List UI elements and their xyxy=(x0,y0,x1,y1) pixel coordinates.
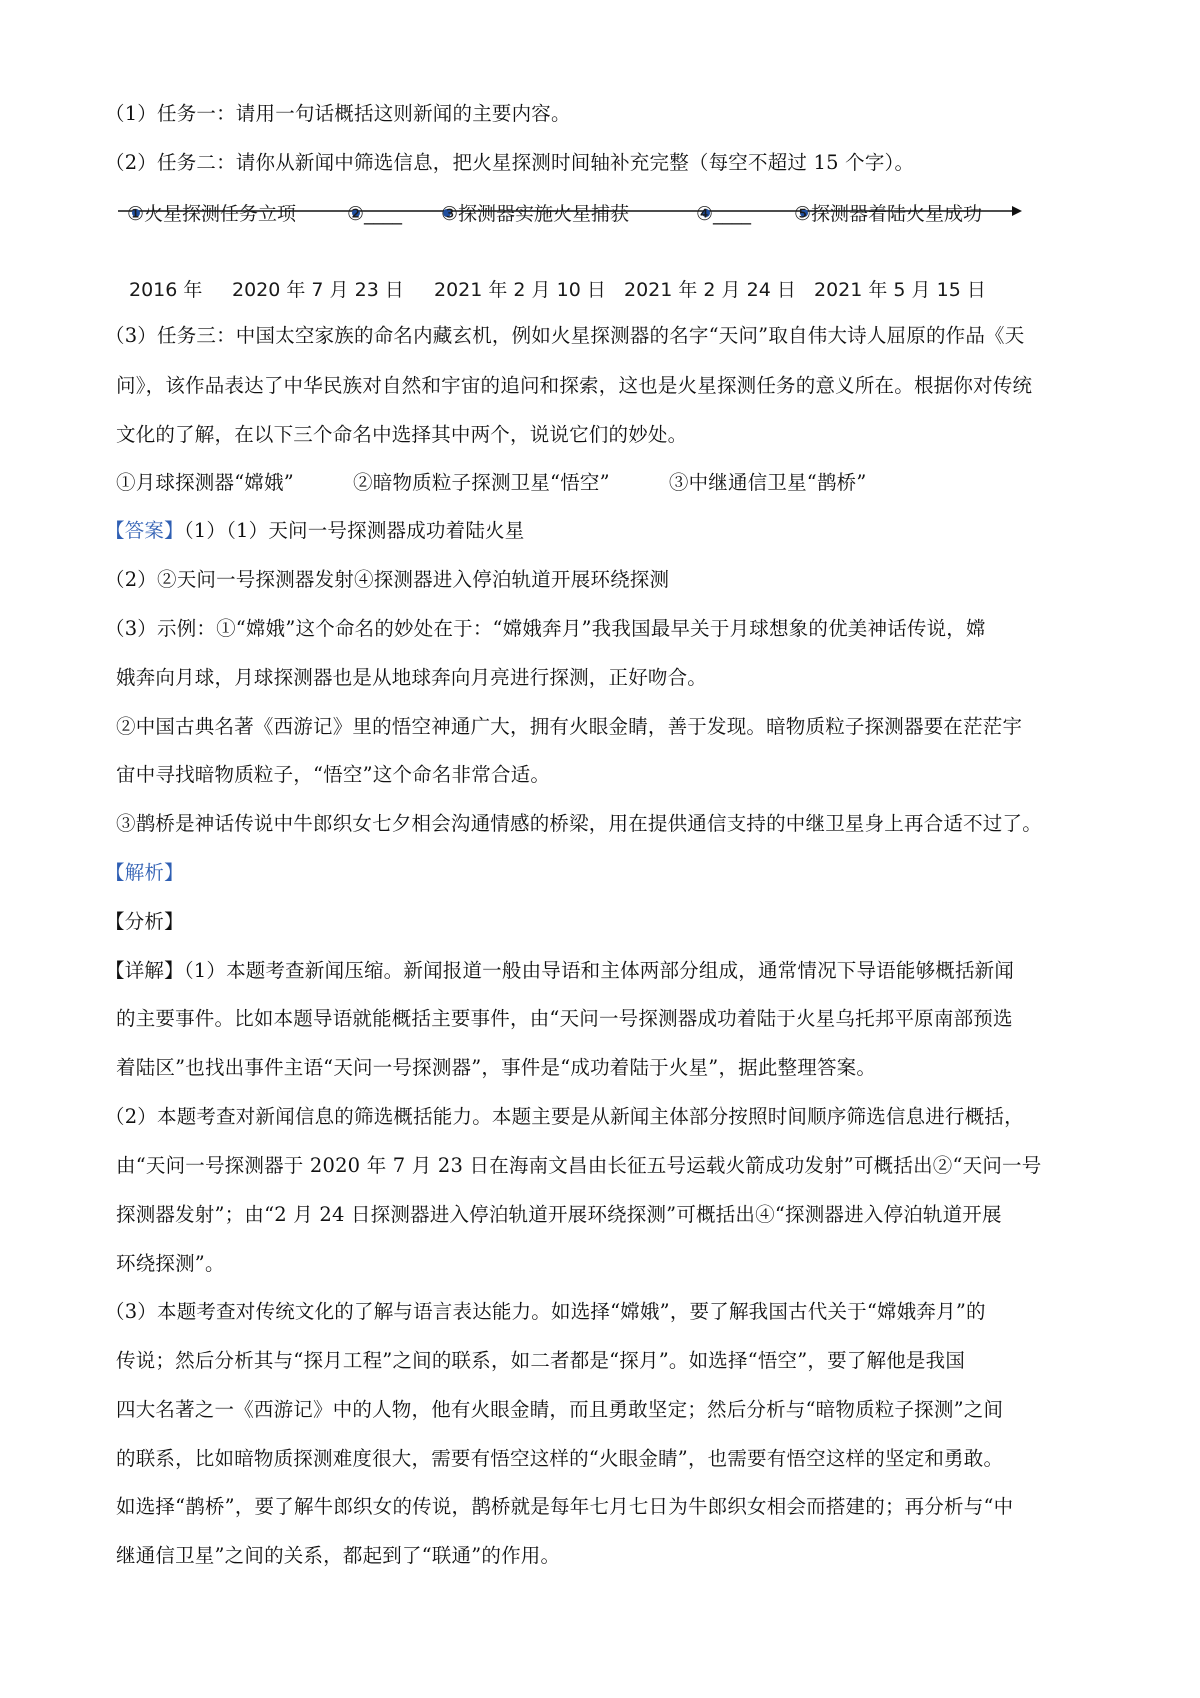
task3-options: ①月球探测器“嫦娥” ②暗物质粒子探测卫星“悟空” ③中继通信卫星“鹊桥” xyxy=(116,471,867,494)
task3-line-1: （3）任务三：中国太空家族的命名内藏玄机，例如火星探测器的名字“天问”取自伟大诗人屈原的作品《天 xyxy=(105,324,1025,347)
answer-2: （2）②天问一号探测器发射④探测器进入停泊轨道开展环绕探测 xyxy=(105,568,670,591)
task1-text: （1）任务一：请用一句话概括这则新闻的主要内容。 xyxy=(105,102,571,125)
detail-2-line-1: （2）本题考查对新闻信息的筛选概括能力。本题主要是从新闻主体部分按照时间顺序筛选信息进行概括， xyxy=(105,1105,1024,1128)
detail-tag: 【详解】 xyxy=(105,959,184,982)
task3-line-3: 文化的了解，在以下三个命名中选择其中两个，说说它们的妙处。 xyxy=(116,423,688,446)
detail-2-line-3: 探测器发射”；由“2 月 24 日探测器进入停泊轨道开展环绕探测”可概括出④“探测器进入停泊轨道开展 xyxy=(116,1203,1002,1226)
detail-3-line-6: 继通信卫星”之间的关系，都起到了“联通”的作用。 xyxy=(116,1544,561,1567)
timeline-label-2: ②____ xyxy=(347,203,403,225)
detail-1-line-2: 的主要事件。比如本题导语就能概括主要事件，由“天问一号探测器成功着陆于火星乌托邦平原南部预选 xyxy=(116,1007,1013,1030)
fenxi-tag: 【分析】 xyxy=(105,910,184,933)
answer-3-line-4: 宙中寻找暗物质粒子，“悟空”这个命名非常合适。 xyxy=(116,763,551,786)
detail-line-1 xyxy=(105,958,1120,984)
timeline-label-4: ④____ xyxy=(696,203,752,225)
detail-3-line-1: （3）本题考查对传统文化的了解与语言表达能力。如选择“嫦娥”，要了解我国古代关于“嫦娥奔月”的 xyxy=(105,1300,986,1323)
detail-2-line-2: 由“天问一号探测器于 2020 年 7 月 23 日在海南文昌由长征五号运载火箭成功发射”可概括出②“天问一号 xyxy=(116,1154,1042,1177)
answer-3-line-3: ②中国古典名著《西游记》里的悟空神通广大，拥有火眼金睛，善于发现。暗物质粒子探测器要在茫茫宇 xyxy=(116,715,1023,738)
timeline-date-5: 2021 年 5 月 15 日 xyxy=(814,279,986,300)
timeline-date-2: 2020 年 7 月 23 日 xyxy=(232,279,404,300)
timeline-date-3: 2021 年 2 月 10 日 xyxy=(434,279,606,300)
mars-exploration-timeline xyxy=(0,0,1200,300)
timeline-date-4: 2021 年 2 月 24 日 xyxy=(624,279,796,300)
timeline-arrowhead xyxy=(1012,206,1022,216)
answer-line-1 xyxy=(105,518,1120,544)
answer-3-line-1: （3）示例：①“嫦娥”这个命名的妙处在于：“嫦娥奔月”我我国最早关于月球想象的优美神话传说，嫦 xyxy=(105,617,986,640)
task3-line-2: 问》，该作品表达了中华民族对自然和宇宙的追问和探索，这也是火星探测任务的意义所在。根据你对传统 xyxy=(116,374,1033,397)
detail-3-line-5: 如选择“鹊桥”，要了解牛郎织女的传说，鹊桥就是每年七月七日为牛郎织女相会而搭建的；再分析与“中 xyxy=(116,1495,1014,1518)
answer-3-line-5: ③鹊桥是神话传说中牛郎织女七夕相会沟通情感的桥梁，用在提供通信支持的中继卫星身上再合适不过了。 xyxy=(116,812,1042,835)
answer-3-line-2: 娥奔向月球，月球探测器也是从地球奔向月亮进行探测，正好吻合。 xyxy=(116,666,708,689)
analysis-tag: 【解析】 xyxy=(105,861,184,884)
detail-2-line-4: 环绕探测”。 xyxy=(116,1252,225,1275)
detail-3-line-2: 传说；然后分析其与“探月工程”之间的联系，如二者都是“探月”。如选择“悟空”，要了解他是我国 xyxy=(116,1349,966,1372)
detail-3-line-4: 的联系，比如暗物质探测难度很大，需要有悟空这样的“火眼金睛”，也需要有悟空这样的坚定和勇敢。 xyxy=(116,1447,1004,1470)
timeline-date-1: 2016 年 xyxy=(129,279,203,300)
task2-text: （2）任务二：请你从新闻中筛选信息，把火星探测时间轴补充完整（每空不超过 15 个字）。 xyxy=(105,151,915,174)
timeline-label-1: ①火星探测任务立项 xyxy=(127,203,297,225)
detail-1-line-1: （1）本题考查新闻压缩。新闻报道一般由导语和主体两部分组成，通常情况下导语能够概括新闻 xyxy=(183,959,1015,982)
timeline-label-5: ⑤探测器着陆火星成功 xyxy=(794,203,983,225)
detail-3-line-3: 四大名著之一《西游记》中的人物，他有火眼金睛，而且勇敢坚定；然后分析与“暗物质粒子探测”之间 xyxy=(116,1398,1004,1421)
detail-1-line-3: 着陆区”也找出事件主语“天问一号探测器”，事件是“成功着陆于火星”，据此整理答案。 xyxy=(116,1056,877,1079)
answer-tag: 【答案】 xyxy=(105,519,184,542)
timeline-label-3: ③探测器实施火星捕获 xyxy=(441,203,630,225)
answer-1: （1）（1）天问一号探测器成功着陆火星 xyxy=(183,519,525,542)
